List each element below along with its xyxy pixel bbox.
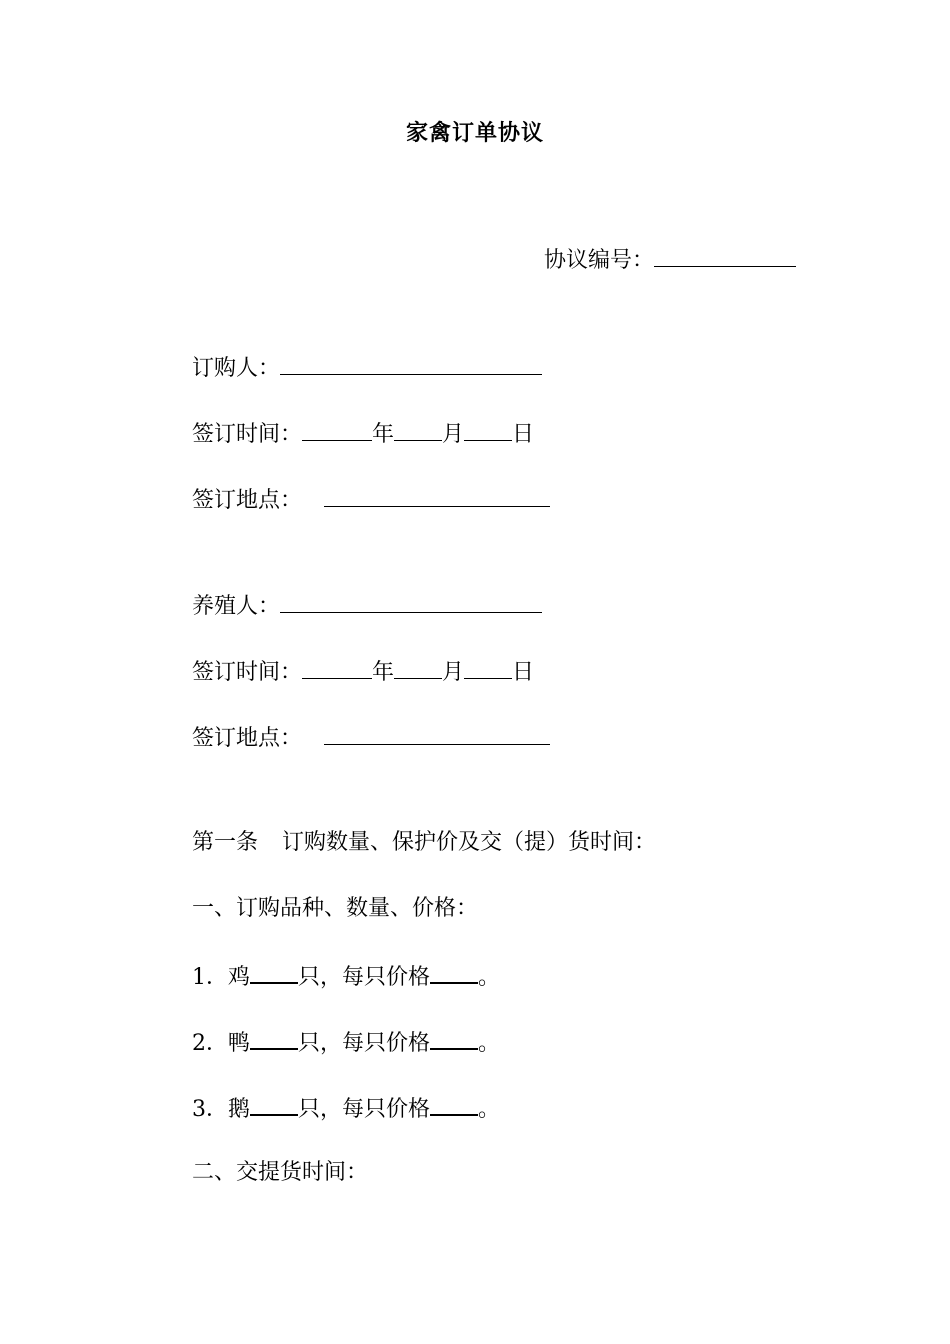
article-1-heading	[192, 828, 656, 858]
farmer-place-row	[192, 722, 550, 754]
farmer-year-field[interactable]	[302, 656, 372, 679]
buyer-place-field[interactable]	[324, 484, 550, 507]
item-end: 。	[478, 965, 501, 990]
goose-price-field[interactable]	[430, 1092, 478, 1116]
section-2-heading: 二、交提货时间：	[192, 1160, 369, 1185]
item-kind: 鸭	[228, 1031, 251, 1056]
buyer-name-label: 订购人：	[192, 356, 281, 381]
duck-price-field[interactable]	[430, 1026, 478, 1050]
agreement-number-label: 协议编号：	[544, 248, 655, 273]
agreement-number-field[interactable]	[654, 244, 796, 267]
item-kind: 鸡	[228, 965, 251, 990]
farmer-place-field[interactable]	[324, 722, 550, 745]
order-item-duck	[192, 1026, 500, 1059]
buyer-name-row	[192, 352, 542, 384]
farmer-name-field[interactable]	[280, 590, 542, 613]
farmer-name-row	[192, 590, 542, 622]
buyer-name-field[interactable]	[280, 352, 542, 375]
buyer-date-label: 签订时间：	[192, 422, 303, 447]
buyer-date-row	[192, 418, 534, 450]
goose-quantity-field[interactable]	[250, 1092, 298, 1116]
buyer-year-field[interactable]	[302, 418, 372, 441]
farmer-date-label: 签订时间：	[192, 660, 303, 685]
item-kind: 鹅	[228, 1097, 251, 1122]
item-number: 3．	[192, 1097, 228, 1122]
article-1-title: 订购数量、保护价及交（提）货时间：	[282, 830, 657, 855]
item-end: 。	[478, 1097, 501, 1122]
buyer-day-field[interactable]	[464, 418, 512, 441]
chicken-price-field[interactable]	[430, 960, 478, 984]
duck-quantity-field[interactable]	[250, 1026, 298, 1050]
item-unit-text: 只，每只价格	[298, 1031, 431, 1056]
farmer-place-label: 签订地点：	[192, 726, 303, 751]
year-unit: 年	[372, 422, 395, 447]
chicken-quantity-field[interactable]	[250, 960, 298, 984]
section-1-heading: 一、订购品种、数量、价格：	[192, 896, 479, 921]
article-1-number: 第一条	[192, 830, 259, 855]
item-unit-text: 只，每只价格	[298, 965, 431, 990]
day-unit: 日	[512, 422, 535, 447]
order-item-goose	[192, 1092, 500, 1125]
item-number: 2．	[192, 1031, 228, 1056]
buyer-month-field[interactable]	[394, 418, 442, 441]
month-unit: 月	[442, 422, 465, 447]
day-unit: 日	[512, 660, 535, 685]
farmer-date-row	[192, 656, 534, 688]
item-end: 。	[478, 1031, 501, 1056]
item-unit-text: 只，每只价格	[298, 1097, 431, 1122]
farmer-month-field[interactable]	[394, 656, 442, 679]
year-unit: 年	[372, 660, 395, 685]
farmer-day-field[interactable]	[464, 656, 512, 679]
buyer-place-label: 签订地点：	[192, 488, 303, 513]
order-item-chicken	[192, 960, 500, 993]
month-unit: 月	[442, 660, 465, 685]
agreement-number-row	[544, 244, 796, 276]
farmer-name-label: 养殖人：	[192, 594, 281, 619]
buyer-place-row	[192, 484, 550, 516]
item-number: 1．	[192, 965, 228, 990]
document-title: 家禽订单协议	[405, 120, 544, 146]
